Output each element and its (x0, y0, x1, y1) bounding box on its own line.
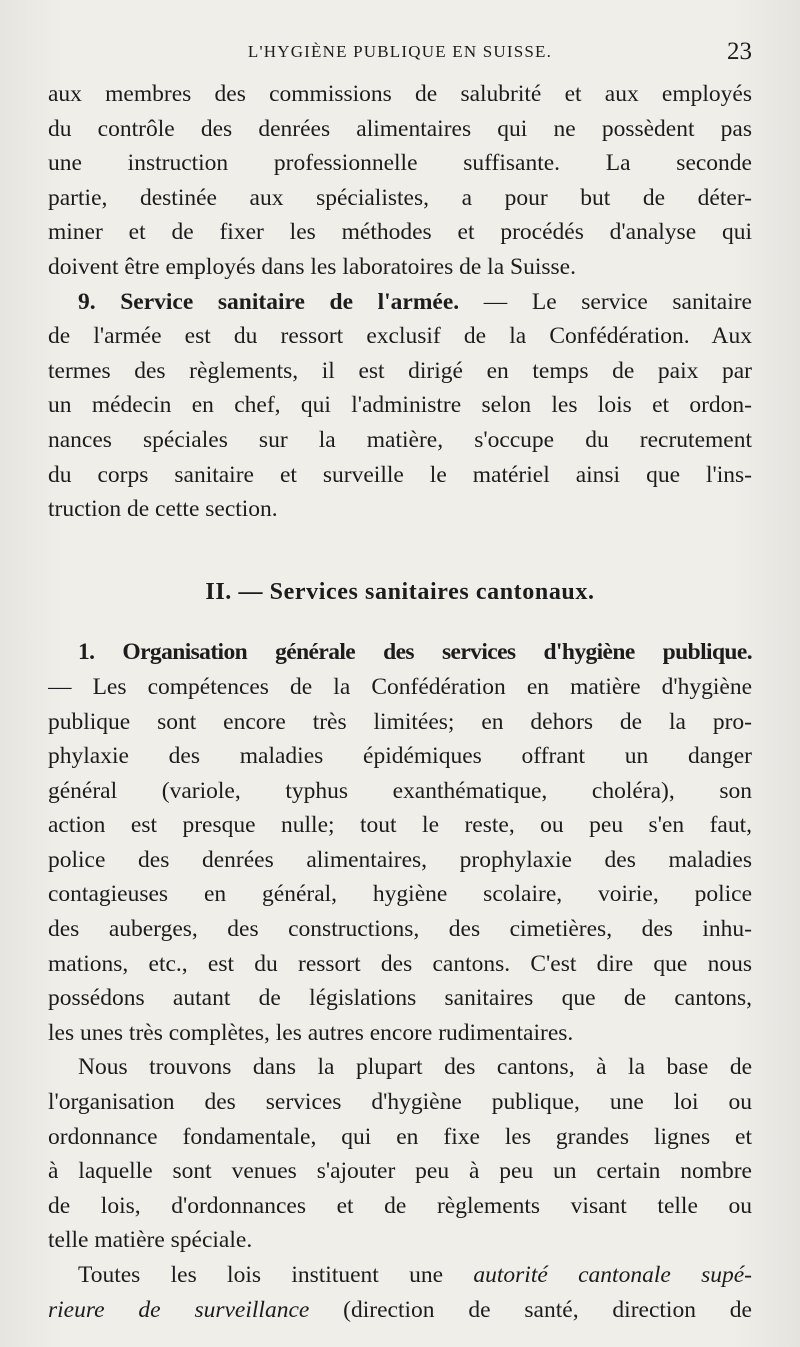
subsection-heading: 1. Organisation générale des services d'hygiène publique. (78, 639, 752, 666)
text-line: de l'armée est du ressort exclusif de la Confédération. Aux (48, 323, 752, 350)
text-line: police des denrées alimentaires, prophylaxie des maladies (48, 846, 752, 873)
paragraph (48, 77, 752, 285)
text-line: termes des règlements, il est dirigé en temps de paix par (48, 357, 752, 384)
text-line: des auberges, des constructions, des cimetières, des inhu- (48, 916, 752, 943)
text-line: truction de cette section. (48, 496, 278, 523)
text-line: ordonnance fondamentale, qui en fixe les grandes lignes et (48, 1123, 752, 1150)
text-line: contagieuses en général, hygiène scolaire, voirie, police (48, 881, 752, 908)
text-line: du corps sanitaire et surveille le matériel ainsi que l'ins- (48, 461, 752, 488)
text-line: doivent être employés dans les laboratoires de la Suisse. (48, 253, 576, 280)
text-line: possédons autant de législations sanitaires que de cantons, (48, 985, 752, 1012)
text-line: mations, etc., est du ressort des cantons. C'est dire que nous (48, 950, 752, 977)
running-head (48, 38, 752, 70)
text-line: miner et de fixer les méthodes et procédés d'analyse qui (48, 219, 752, 246)
paragraph (48, 1050, 752, 1258)
text-line (48, 1293, 752, 1328)
text-line: nances spéciales sur la matière, s'occupe du recrutement (48, 426, 752, 453)
text-line: un médecin en chef, qui l'administre selon les lois et ordon- (48, 392, 752, 419)
text-line: général (variole, typhus exanthématique, choléra), son (48, 777, 752, 804)
text-line (48, 285, 752, 320)
text-line: à laquelle sont venues s'ajouter peu à peu un certain nombre (48, 1158, 752, 1185)
paragraph (48, 285, 752, 527)
text-line: l'organisation des services d'hygiène publique, une loi ou (48, 1089, 752, 1116)
page-number: 23 (727, 38, 752, 65)
emphasis-text: rieure de surveillance (48, 1296, 310, 1323)
text-line: telle matière spéciale. (48, 1227, 253, 1254)
text-line: les unes très complètes, les autres encore rudimentaires. (48, 1019, 574, 1046)
text-line: aux membres des commissions de salubrité et aux employés (48, 81, 752, 107)
text-run: (direction de santé, direction de (309, 1296, 752, 1323)
text-line: de lois, d'ordonnances et de règlements visant telle ou (48, 1192, 752, 1219)
text-line: du contrôle des denrées alimentaires qui ne possèdent pas (48, 115, 752, 142)
text-line: phylaxie des maladies épidémiques offrant un danger (48, 743, 752, 770)
running-title: L'HYGIÈNE PUBLIQUE EN SUISSE. (247, 42, 553, 61)
paragraph (48, 635, 752, 1050)
text-line: action est presque nulle; tout le reste, ou peu s'en faut, (48, 812, 752, 839)
text-line: publique sont encore très limitées; en dehors de la pro- (48, 708, 752, 735)
emphasis-text: autorité cantonale supé- (473, 1262, 752, 1288)
text-run: Toutes les lois instituent une (78, 1262, 474, 1288)
text-line: Nous trouvons dans la plupart des cantons, à la base de (78, 1054, 752, 1081)
subsection-heading: 9. Service sanitaire de l'armée. (78, 288, 460, 315)
text-run: — Le service sanitaire (459, 288, 752, 315)
paragraph (48, 1258, 752, 1327)
text-line: — Les compétences de la Confédération en matière d'hygiène (48, 673, 752, 700)
section-heading: II. — Services sanitaires cantonaux. (205, 578, 595, 605)
body-text (48, 77, 752, 1327)
text-line: une instruction professionnelle suffisante. La seconde (48, 150, 752, 177)
text-line (48, 1258, 752, 1293)
text-line: partie, destinée aux spécialistes, a pour but de déter- (48, 184, 752, 211)
